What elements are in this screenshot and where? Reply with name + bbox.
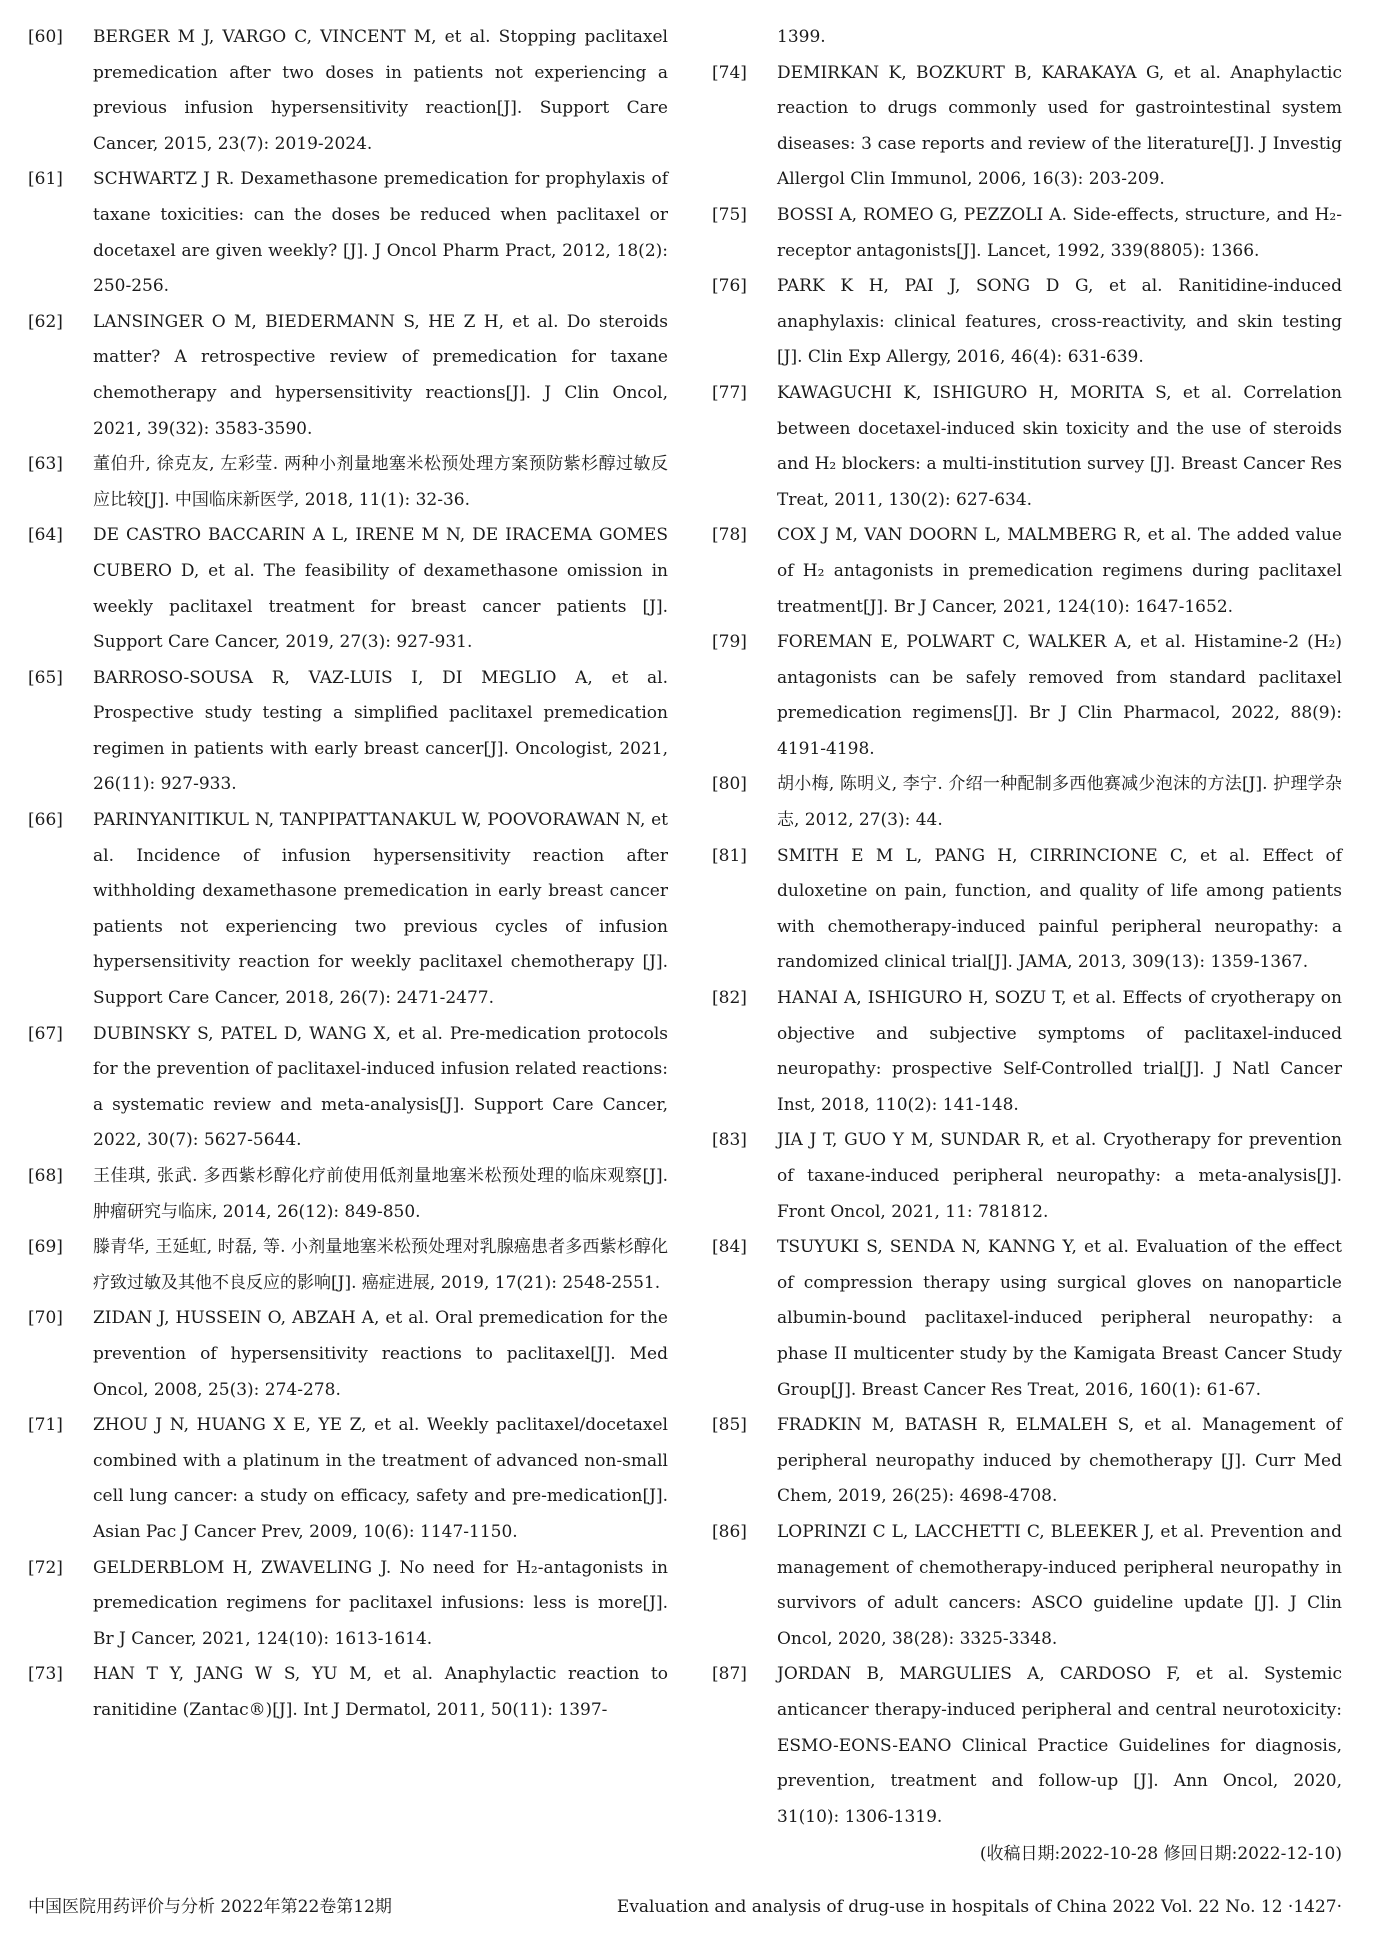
reference-entry <box>28 162 668 304</box>
reference-number: [61] <box>28 169 63 190</box>
reference-number: [84] <box>712 1237 747 1258</box>
reference-text: KAWAGUCHI K, ISHIGURO H, MORITA S, et al. Correlation between docetaxel-induced skin toxicity and the use of steroids and H₂ blockers: a multi-institution survey [J]. Breast Cancer Res Treat, 2011, 130(2): 627-634. <box>777 382 1342 510</box>
reference-entry <box>712 1515 1342 1657</box>
reference-text: SCHWARTZ J R. Dexamethasone premedication for prophylaxis of taxane toxicities: can the doses be reduced when paclitaxel or docetaxel are given weekly? [J]. J Oncol Pharm Pract, 2012, 18(2): 250-256. <box>93 169 668 297</box>
reference-entry <box>28 1159 668 1230</box>
reference-entry <box>712 1123 1342 1230</box>
reference-text: LOPRINZI C L, LACCHETTI C, BLEEKER J, et al. Prevention and management of chemotherapy-induced peripheral neuropathy in survivors of adult cancers: ASCO guideline update [J]. J Clin Oncol, 2020, 38(28): 3325-3348. <box>777 1521 1342 1649</box>
reference-text: PARINYANITIKUL N, TANPIPATTANAKUL W, POOVORAWAN N, et al. Incidence of infusion hypersensitivity reaction after withholding dexamethasone premedication in early breast cancer patients not experiencing two previous cycles of infusion hypersensitivity reaction for weekly paclitaxel chemotherapy [J]. Support Care Cancer, 2018, 26(7): 2471-2477. <box>93 810 668 1009</box>
reference-number: [72] <box>28 1557 63 1578</box>
reference-text: 胡小梅, 陈明义, 李宁. 介绍一种配制多西他赛减少泡沫的方法[J]. 护理学杂志, 2012, 27(3): 44. <box>777 774 1342 831</box>
reference-number: [69] <box>28 1237 63 1258</box>
reference-number: [87] <box>712 1664 747 1685</box>
reference-entry <box>712 625 1342 767</box>
reference-number: [63] <box>28 454 63 475</box>
reference-text: 王佳琪, 张武. 多西紫杉醇化疗前使用低剂量地塞米松预处理的临床观察[J]. 肿瘤研究与临床, 2014, 26(12): 849-850. <box>93 1166 668 1222</box>
reference-number: [85] <box>712 1415 747 1436</box>
reference-entry <box>28 1017 668 1159</box>
reference-entry <box>28 1230 668 1301</box>
reference-number: [66] <box>28 810 63 831</box>
reference-text: GELDERBLOM H, ZWAVELING J. No need for H₂-antagonists in premedication regimens for paclitaxel infusions: less is more[J]. Br J Cancer, 2021, 124(10): 1613-1614. <box>93 1557 668 1649</box>
reference-entry <box>712 376 1342 518</box>
reference-entry <box>28 20 668 162</box>
reference-number: [79] <box>712 632 747 653</box>
reference-number: [80] <box>712 774 747 795</box>
reference-number: [83] <box>712 1130 747 1151</box>
reference-entry <box>712 981 1342 1123</box>
reference-number: [65] <box>28 667 63 688</box>
reference-entry <box>28 305 668 447</box>
reference-entry <box>712 1657 1342 1835</box>
reference-text: BARROSO-SOUSA R, VAZ-LUIS I, DI MEGLIO A, et al. Prospective study testing a simplified paclitaxel premedication regimen in patients with early breast cancer[J]. Oncologist, 2021, 26(11): 927-933. <box>93 667 668 795</box>
reference-number: [73] <box>28 1664 63 1685</box>
reference-text: FRADKIN M, BATASH R, ELMALEH S, et al. Management of peripheral neuropathy induced by chemotherapy [J]. Curr Med Chem, 2019, 26(25): 4698-4708. <box>777 1415 1342 1507</box>
reference-number: [74] <box>712 62 747 83</box>
reference-text: HAN T Y, JANG W S, YU M, et al. Anaphylactic reaction to ranitidine (Zantac®)[J]. Int J Dermatol, 2011, 50(11): 1397- <box>93 1664 668 1720</box>
reference-text: FOREMAN E, POLWART C, WALKER A, et al. Histamine-2 (H₂) antagonists can be safely removed from standard paclitaxel premedication regimens[J]. Br J Clin Pharmacol, 2022, 88(9): 4191-4198. <box>777 632 1342 759</box>
reference-number: [64] <box>28 525 63 546</box>
reference-column-left <box>28 20 668 1729</box>
reference-text: DUBINSKY S, PATEL D, WANG X, et al. Pre-medication protocols for the prevention of paclitaxel-induced infusion related reactions: a systematic review and meta-analysis[J]. Support Care Cancer, 2022, 30(7): 5627-5644. <box>93 1023 668 1151</box>
reference-text: ZIDAN J, HUSSEIN O, ABZAH A, et al. Oral premedication for the prevention of hypersensitivity reactions to paclitaxel[J]. Med Oncol, 2008, 25(3): 274-278. <box>93 1308 668 1400</box>
reference-text: LANSINGER O M, BIEDERMANN S, HE Z H, et al. Do steroids matter? A retrospective review of premedication for taxane chemotherapy and hypersensitivity reactions[J]. J Clin Oncol, 2021, 39(32): 3583-3590. <box>93 311 668 439</box>
reference-number: [76] <box>712 276 747 297</box>
reference-text: DEMIRKAN K, BOZKURT B, KARAKAYA G, et al. Anaphylactic reaction to drugs commonly used for gastrointestinal system diseases: 3 case reports and review of the literature[J]. J Investig Allergol Clin Immunol, 2006, 16(3): 203-209. <box>777 62 1342 190</box>
reference-entry <box>28 803 668 1017</box>
reference-text: SMITH E M L, PANG H, CIRRINCIONE C, et al. Effect of duloxetine on pain, function, and quality of life among patients with chemotherapy-induced painful peripheral neuropathy: a randomized clinical trial[J]. JAMA, 2013, 309(13): 1359-1367. <box>777 845 1342 973</box>
reference-text: BOSSI A, ROMEO G, PEZZOLI A. Side-effects, structure, and H₂-receptor antagonists[J]. Lancet, 1992, 339(8805): 1366. <box>777 204 1342 261</box>
reference-number: [68] <box>28 1166 63 1186</box>
reference-entry <box>712 269 1342 376</box>
reference-entry <box>28 1301 668 1408</box>
reference-entry <box>712 767 1342 838</box>
reference-entry <box>712 518 1342 625</box>
reference-text: 滕青华, 王延虹, 时磊, 等. 小剂量地塞米松预处理对乳腺癌患者多西紫杉醇化疗致过敏及其他不良反应的影响[J]. 癌症进展, 2019, 17(21): 2548-2551. <box>93 1237 668 1293</box>
reference-entry <box>28 518 668 660</box>
reference-text: BERGER M J, VARGO C, VINCENT M, et al. Stopping paclitaxel premedication after two doses in patients not experiencing a previous infusion hypersensitivity reaction[J]. Support Care Cancer, 2015, 23(7): 2019-2024. <box>93 27 668 154</box>
reference-number: [60] <box>28 27 63 47</box>
reference-text: HANAI A, ISHIGURO H, SOZU T, et al. Effects of cryotherapy on objective and subjective symptoms of paclitaxel-induced neuropathy: prospective Self-Controlled trial[J]. J Natl Cancer Inst, 2018, 110(2): 141-148. <box>777 988 1342 1115</box>
reference-text: JORDAN B, MARGULIES A, CARDOSO F, et al. Systemic anticancer therapy-induced peripheral and central neurotoxicity: ESMO-EONS-EANO Clinical Practice Guidelines for diagnosis, prevention, treatment and follow-up [J]. Ann Oncol, 2020, 31(10): 1306-1319. <box>777 1664 1342 1827</box>
reference-entry <box>28 661 668 803</box>
reference-number: [86] <box>712 1521 747 1542</box>
reference-number: [70] <box>28 1308 63 1329</box>
reference-text: COX J M, VAN DOORN L, MALMBERG R, et al. The added value of H₂ antagonists in premedication regimens during paclitaxel treatment[J]. Br J Cancer, 2021, 124(10): 1647-1652. <box>777 525 1342 617</box>
reference-number: [77] <box>712 382 747 403</box>
reference-entry <box>28 1408 668 1550</box>
reference-entry <box>28 1657 668 1728</box>
reference-text: ZHOU J N, HUANG X E, YE Z, et al. Weekly paclitaxel/docetaxel combined with a platinum in the treatment of advanced non-small cell lung cancer: a study on efficacy, safety and pre-medication[J]. Asian Pac J Cancer Prev, 2009, 10(6): 1147-1150. <box>93 1415 668 1542</box>
reference-entry <box>712 56 1342 198</box>
reference-column-right <box>712 20 1342 1873</box>
reference-entry <box>712 1408 1342 1515</box>
reference-entry <box>712 198 1342 269</box>
reference-text: JIA J T, GUO Y M, SUNDAR R, et al. Cryotherapy for prevention of taxane-induced peripheral neuropathy: a meta-analysis[J]. Front Oncol, 2021, 11: 781812. <box>777 1130 1342 1222</box>
reference-entry <box>712 839 1342 981</box>
reference-number: [78] <box>712 525 747 546</box>
reference-text: DE CASTRO BACCARIN A L, IRENE M N, DE IRACEMA GOMES CUBERO D, et al. The feasibility of dexamethasone omission in weekly paclitaxel treatment for breast cancer patients [J]. Support Care Cancer, 2019, 27(3): 927-931. <box>93 525 668 653</box>
reference-number: [71] <box>28 1415 63 1436</box>
reference-entry <box>712 1230 1342 1408</box>
reference-continuation: 1399. <box>777 27 826 47</box>
footer-journal-en: Evaluation and analysis of drug-use in hospitals of China 2022 Vol. 22 No. 12 ·1427· <box>616 1897 1342 1917</box>
reference-text: 董伯升, 徐克友, 左彩莹. 两种小剂量地塞米松预处理方案预防紫杉醇过敏反应比较[J]. 中国临床新医学, 2018, 11(1): 32-36. <box>93 454 668 510</box>
reference-number: [75] <box>712 204 747 225</box>
reference-entry <box>28 1551 668 1658</box>
footer-journal-cn: 中国医院用药评价与分析 2022年第22卷第12期 <box>28 1897 392 1917</box>
reference-number: [81] <box>712 845 747 866</box>
reference-number: [67] <box>28 1023 63 1044</box>
reference-text: TSUYUKI S, SENDA N, KANNG Y, et al. Evaluation of the effect of compression therapy using surgical gloves on nanoparticle albumin-bound paclitaxel-induced peripheral neuropathy: a phase II multicenter study by the Kamigata Breast Cancer Study Group[J]. Breast Cancer Res Treat, 2016, 160(1): 61-67. <box>777 1237 1342 1400</box>
reference-text: PARK K H, PAI J, SONG D G, et al. Ranitidine-induced anaphylaxis: clinical features, cross-reactivity, and skin testing [J]. Clin Exp Allergy, 2016, 46(4): 631-639. <box>777 276 1342 368</box>
reference-number: [82] <box>712 988 747 1009</box>
received-revised-dates: (收稿日期:2022-10-28 修回日期:2022-12-10) <box>979 1844 1342 1865</box>
reference-number: [62] <box>28 311 63 332</box>
reference-entry <box>28 447 668 518</box>
